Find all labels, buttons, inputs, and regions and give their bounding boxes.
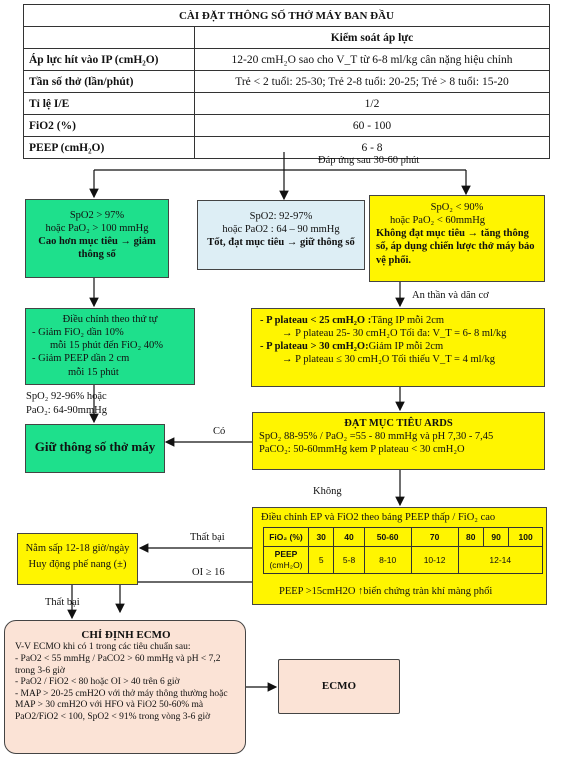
- high-spo2-text: SpO2 > 97%: [69, 210, 125, 221]
- peep-cell: 5: [309, 547, 334, 574]
- row-label: Tỉ lệ I/E: [24, 93, 195, 115]
- fio2-header: FiO₂ (%): [264, 528, 309, 547]
- row-label: FiO2 (%): [24, 115, 195, 137]
- row-value: 12-20 cmH₂O sao cho V_T từ 6-8 ml/kg cân nặng hiệu chỉnh: [195, 49, 550, 71]
- plateau-high-action: Giảm IP mỗi 2cm: [368, 341, 444, 353]
- low-action-text: Không đạt mục tiêu → tăng thông số, áp dụng chiến lược thở máy bảo vệ phổi.: [376, 228, 535, 266]
- high-pao2-text: hoặc PaO₂ > 100 mmHg: [45, 223, 149, 235]
- ecmo-criterion: - PaO2 < 55 mmHg / PaCO2 > 60 mmHg và pH < 7,2 trong 3-6 giờ: [15, 653, 221, 676]
- low-spo2-text: SpO₂ < 90%: [430, 202, 484, 213]
- target-spo2-text: SpO2: 92-97%: [249, 211, 313, 222]
- fio2-cell: 30: [309, 528, 334, 547]
- plateau-low-condition: - P plateau < 25 cmH₂O :: [260, 315, 372, 326]
- plateau-high-condition: - P plateau > 30 cmH₂O:: [260, 341, 369, 353]
- settings-title: CÀI ĐẶT THÔNG SỐ THỞ MÁY BAN ĐẦU: [24, 5, 550, 27]
- adjust-peep-step: - Giảm PEEP dần 2 cm: [32, 353, 130, 365]
- target-box: [197, 200, 365, 270]
- ards-title: ĐẠT MỤC TIÊU ARDS: [344, 418, 453, 429]
- fio2-cell: 80: [458, 528, 483, 547]
- fio2-cell: 70: [411, 528, 458, 547]
- peep-fio2-table: [263, 527, 543, 574]
- adjust-title: Điều chỉnh theo thứ tự: [62, 314, 158, 325]
- prone-positioning-box: [17, 533, 138, 585]
- ecmo-indication-box: [4, 620, 246, 754]
- peep-fio2-box: [252, 507, 547, 605]
- plateau-low-action: Tăng IP mỗi 2cm: [371, 315, 445, 326]
- peep-footer: PEEP >15cmH2O ↑biến chứng tràn khí màng phổi: [279, 586, 493, 597]
- row-label: Áp lực hít vào IP (cmH₂O): [24, 49, 195, 71]
- no-label: Không: [313, 486, 342, 497]
- prone-text: Nằm sấp 12-18 giờ/ngày: [25, 543, 130, 554]
- ecmo-indication-intro: V-V ECMO khi có 1 trong các tiêu chuẩn sau:: [15, 642, 191, 653]
- keep-settings-box: Giữ thông số thở máy: [25, 424, 165, 473]
- fio2-cell: 40: [334, 528, 364, 547]
- adjust-result-spo2: SpO₂ 92-96% hoặc: [26, 391, 107, 402]
- peep-header-line: PEEP: [274, 549, 298, 560]
- ecmo-criterion: - MAP > 20-25 cmH2O với thở máy thông thường hoặc MAP > 30 cmH2O với HFO và FiO2 50-60% mà PaO2/FiO2 < 100, SpO2 < 91% trong vòng 3-6 giờ: [15, 688, 228, 722]
- sedation-label: An thần và dãn cơ: [412, 290, 489, 301]
- row-value: 6 - 8: [195, 137, 550, 159]
- ards-co2-criteria: PaCO₂: 50-60mmHg kem P plateau < 30 cmH₂O: [259, 444, 465, 456]
- peep-cell: 5-8: [334, 547, 364, 574]
- low-oxygen-box: [369, 195, 545, 282]
- ecmo-indication-title: CHỈ ĐỊNH ECMO: [81, 629, 171, 641]
- peep-cell: 10-12: [411, 547, 458, 574]
- fail-label: Thất bại: [45, 597, 80, 608]
- peep-cell: 12-14: [458, 547, 542, 574]
- adjust-fio2-interval: mỗi 15 phút đến FiO₂ 40%: [50, 340, 164, 352]
- target-action-text: Tốt, đạt mục tiêu → giữ thông số: [207, 237, 355, 249]
- decrease-settings-box: [25, 308, 195, 385]
- plateau-box: [251, 308, 545, 387]
- peep-header-unit: (cmH₂O): [269, 560, 303, 570]
- low-pao2-text: hoặc PaO₂ < 60mmHg: [390, 215, 486, 227]
- peep-cell: 8-10: [364, 547, 411, 574]
- row-label: PEEP (cmH₂O): [24, 137, 195, 159]
- high-action-text: Cao hơn mục tiêu → giảm thông số: [38, 236, 156, 261]
- ecmo-criterion: - PaO2 / FiO2 < 80 hoặc OI > 40 trên 6 giờ: [15, 677, 180, 688]
- row-value: Trẻ < 2 tuổi: 25-30; Trẻ 2-8 tuổi: 20-25; Trẻ > 8 tuổi: 15-20: [195, 71, 550, 93]
- adjust-result-pao2: PaO₂: 64-90mmHg: [26, 405, 107, 416]
- target-pao2-text: hoặc PaO2 : 64 – 90 mmHg: [222, 224, 340, 236]
- fio2-cell: 100: [509, 528, 543, 547]
- row-label: Tần số thở (lần/phút): [24, 71, 195, 93]
- fio2-cell: 90: [483, 528, 508, 547]
- fio2-cell: 50-60: [364, 528, 411, 547]
- peep-title: Điều chỉnh EP và FiO2 theo bảng PEEP thấp / FiO₂ cao: [261, 512, 496, 523]
- row-value: 60 - 100: [195, 115, 550, 137]
- row-value: 1/2: [195, 93, 550, 115]
- adjust-peep-interval: mỗi 15 phút: [68, 366, 119, 378]
- ecmo-box: ECMO: [278, 659, 400, 714]
- settings-header: Kiểm soát áp lực: [195, 27, 550, 49]
- adjust-fio2-step: - Giảm FiO₂ dần 10%: [32, 327, 124, 339]
- plateau-high-target: → P plateau ≤ 30 cmH₂O Tối thiểu V_T = 4 ml/kg: [282, 354, 495, 366]
- high-oxygen-box: [25, 199, 169, 278]
- ards-target-box: [252, 412, 545, 470]
- oi-label: OI ≥ 16: [192, 567, 225, 578]
- peep-header: [264, 547, 309, 574]
- response-label: Đáp ứng sau 30-60 phút: [318, 155, 420, 166]
- recruitment-text: Huy động phế nang (±): [28, 559, 127, 571]
- fail-label: Thất bại: [190, 532, 225, 543]
- yes-label: Có: [213, 426, 226, 437]
- ards-oxygen-criteria: SpO₂ 88-95% / PaO₂ =55 - 80 mmHg và pH 7,30 - 7,45: [259, 431, 494, 443]
- plateau-low-target: → P plateau 25- 30 cmH₂O Tối đa: V_T = 6- 8 ml/kg: [282, 328, 507, 340]
